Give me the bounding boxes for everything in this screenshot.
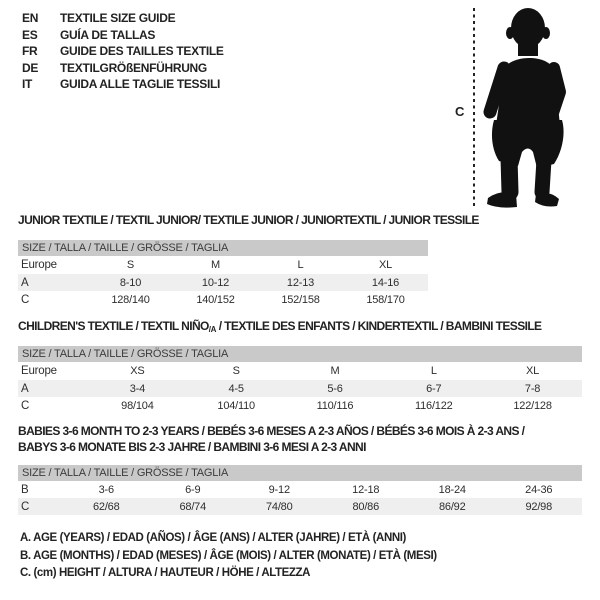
table-cell: 62/68 bbox=[92, 500, 120, 513]
children-title-pre: CHILDREN'S TEXTILE / TEXTIL NIÑO bbox=[18, 319, 209, 333]
children-section-title bbox=[18, 318, 541, 338]
table-cell: 18-24 bbox=[438, 483, 466, 496]
language-row bbox=[22, 43, 224, 60]
size-header-bar: SIZE / TALLA / TAILLE / GRÖSSE / TAGLIA bbox=[18, 240, 428, 256]
language-code: DE bbox=[22, 60, 39, 75]
size-column-header: L bbox=[430, 365, 437, 377]
babies-section-title bbox=[18, 423, 524, 455]
row-label: B bbox=[21, 483, 29, 496]
language-title: TEXTILE SIZE GUIDE bbox=[60, 11, 176, 25]
table-cell: 86/92 bbox=[438, 500, 466, 513]
language-code: EN bbox=[22, 11, 39, 25]
table-row bbox=[18, 380, 582, 397]
language-row bbox=[22, 60, 224, 77]
babies-size-table bbox=[18, 465, 582, 515]
table-cell: 116/122 bbox=[415, 399, 453, 412]
language-title: TEXTILGRÖßENFÜHRUNG bbox=[60, 60, 207, 75]
size-header-bar: SIZE / TALLA / TAILLE / GRÖSSE / TAGLIA bbox=[18, 465, 582, 481]
region-label: Europe bbox=[21, 259, 57, 271]
table-cell: 5-6 bbox=[327, 382, 343, 395]
table-cell: 140/152 bbox=[196, 293, 235, 306]
children-title-post: / TEXTILE DES ENFANTS / KINDERTEXTIL / BAMBINI TESSILE bbox=[215, 319, 542, 333]
table-cell: 110/116 bbox=[316, 399, 354, 412]
table-header-row bbox=[18, 362, 582, 380]
language-code: FR bbox=[22, 44, 38, 58]
table-cell: 6-7 bbox=[426, 382, 442, 395]
language-row bbox=[22, 76, 224, 93]
table-cell: 3-6 bbox=[98, 483, 114, 496]
table-cell: 24-36 bbox=[525, 483, 553, 496]
size-column-header: XL bbox=[378, 259, 393, 271]
size-column-header: S bbox=[126, 259, 135, 271]
baby-silhouette bbox=[452, 0, 600, 210]
table-cell: 6-9 bbox=[185, 483, 201, 496]
table-cell: 80/86 bbox=[352, 500, 380, 513]
language-row bbox=[22, 27, 224, 44]
table-cell: 3-4 bbox=[129, 382, 146, 395]
table-header-row bbox=[18, 256, 428, 274]
table-cell: 92/98 bbox=[525, 500, 553, 513]
babies-title-line1: BABIES 3-6 MONTH TO 2-3 YEARS / BEBÉS 3-6 MESES A 2-3 AÑOS / BÉBÉS 3-6 MOIS À 2-3 ANS / bbox=[18, 424, 525, 438]
language-title: GUIDA ALLE TAGLIE TESSILI bbox=[60, 77, 221, 91]
legend-line-a: A. AGE (YEARS) / EDAD (AÑOS) / ÂGE (ANS) / ALTER (JAHRE) / ETÀ (ANNI) bbox=[20, 532, 406, 544]
table-cell: 158/170 bbox=[366, 293, 405, 306]
junior-size-table bbox=[18, 240, 428, 308]
size-column-header: L bbox=[297, 259, 304, 271]
row-label: A bbox=[21, 276, 29, 289]
language-list bbox=[22, 10, 224, 93]
table-row bbox=[18, 397, 582, 414]
size-column-header: S bbox=[232, 365, 240, 377]
table-cell: 12-18 bbox=[352, 483, 380, 496]
row-label: C bbox=[21, 399, 30, 412]
table-row bbox=[18, 481, 582, 498]
size-column-header: M bbox=[330, 365, 340, 377]
table-cell: 128/140 bbox=[111, 293, 150, 306]
table-cell: 4-5 bbox=[228, 382, 244, 395]
region-label: Europe bbox=[21, 365, 57, 377]
table-row bbox=[18, 274, 428, 291]
table-cell: 7-8 bbox=[524, 382, 541, 395]
row-label: C bbox=[21, 500, 30, 513]
table-cell: 104/110 bbox=[217, 399, 255, 412]
children-title-subscript: /A bbox=[208, 325, 216, 334]
table-cell: 152/158 bbox=[281, 293, 320, 306]
table-cell: 68/74 bbox=[179, 500, 207, 513]
legend-line-b: B. AGE (MONTHS) / EDAD (MESES) / ÂGE (MOIS) / ALTER (MONATE) / ETÀ (MESI) bbox=[20, 549, 437, 562]
language-row bbox=[22, 10, 224, 27]
table-cell: 74/80 bbox=[265, 500, 293, 513]
table-cell: 10-12 bbox=[201, 276, 230, 289]
row-label: C bbox=[21, 293, 30, 306]
language-code: ES bbox=[22, 27, 38, 42]
row-label: A bbox=[21, 382, 29, 395]
size-column-header: XL bbox=[526, 365, 540, 377]
table-cell: 8-10 bbox=[119, 276, 142, 289]
table-cell: 9-12 bbox=[268, 483, 290, 496]
junior-section-title: JUNIOR TEXTILE / TEXTIL JUNIOR/ TEXTILE JUNIOR / JUNIORTEXTIL / JUNIOR TESSILE bbox=[18, 213, 479, 227]
size-header-bar: SIZE / TALLA / TAILLE / GRÖSSE / TAGLIA bbox=[18, 346, 582, 362]
language-title: GUIDE DES TAILLES TEXTILE bbox=[60, 44, 224, 58]
height-measure-label: C bbox=[455, 104, 465, 119]
legend-line-c: C. (cm) HEIGHT / ALTURA / HAUTEUR / HÖHE / ALTEZZA bbox=[20, 567, 311, 579]
table-row bbox=[18, 498, 582, 515]
table-row bbox=[18, 291, 428, 308]
table-cell: 14-16 bbox=[371, 276, 400, 289]
size-column-header: M bbox=[211, 259, 220, 271]
footnote-legend bbox=[20, 530, 437, 583]
language-code: IT bbox=[22, 77, 33, 91]
table-cell: 98/104 bbox=[121, 399, 154, 412]
language-title: GUÍA DE TALLAS bbox=[60, 27, 156, 42]
size-column-header: XS bbox=[130, 365, 145, 377]
table-cell: 122/128 bbox=[513, 399, 552, 412]
babies-title-line2: BABYS 3-6 MONATE BIS 2-3 JAHRE / BAMBINI 3-6 MESI A 2-3 ANNI bbox=[18, 440, 366, 454]
table-cell: 12-13 bbox=[286, 276, 315, 289]
children-size-table bbox=[18, 346, 582, 414]
